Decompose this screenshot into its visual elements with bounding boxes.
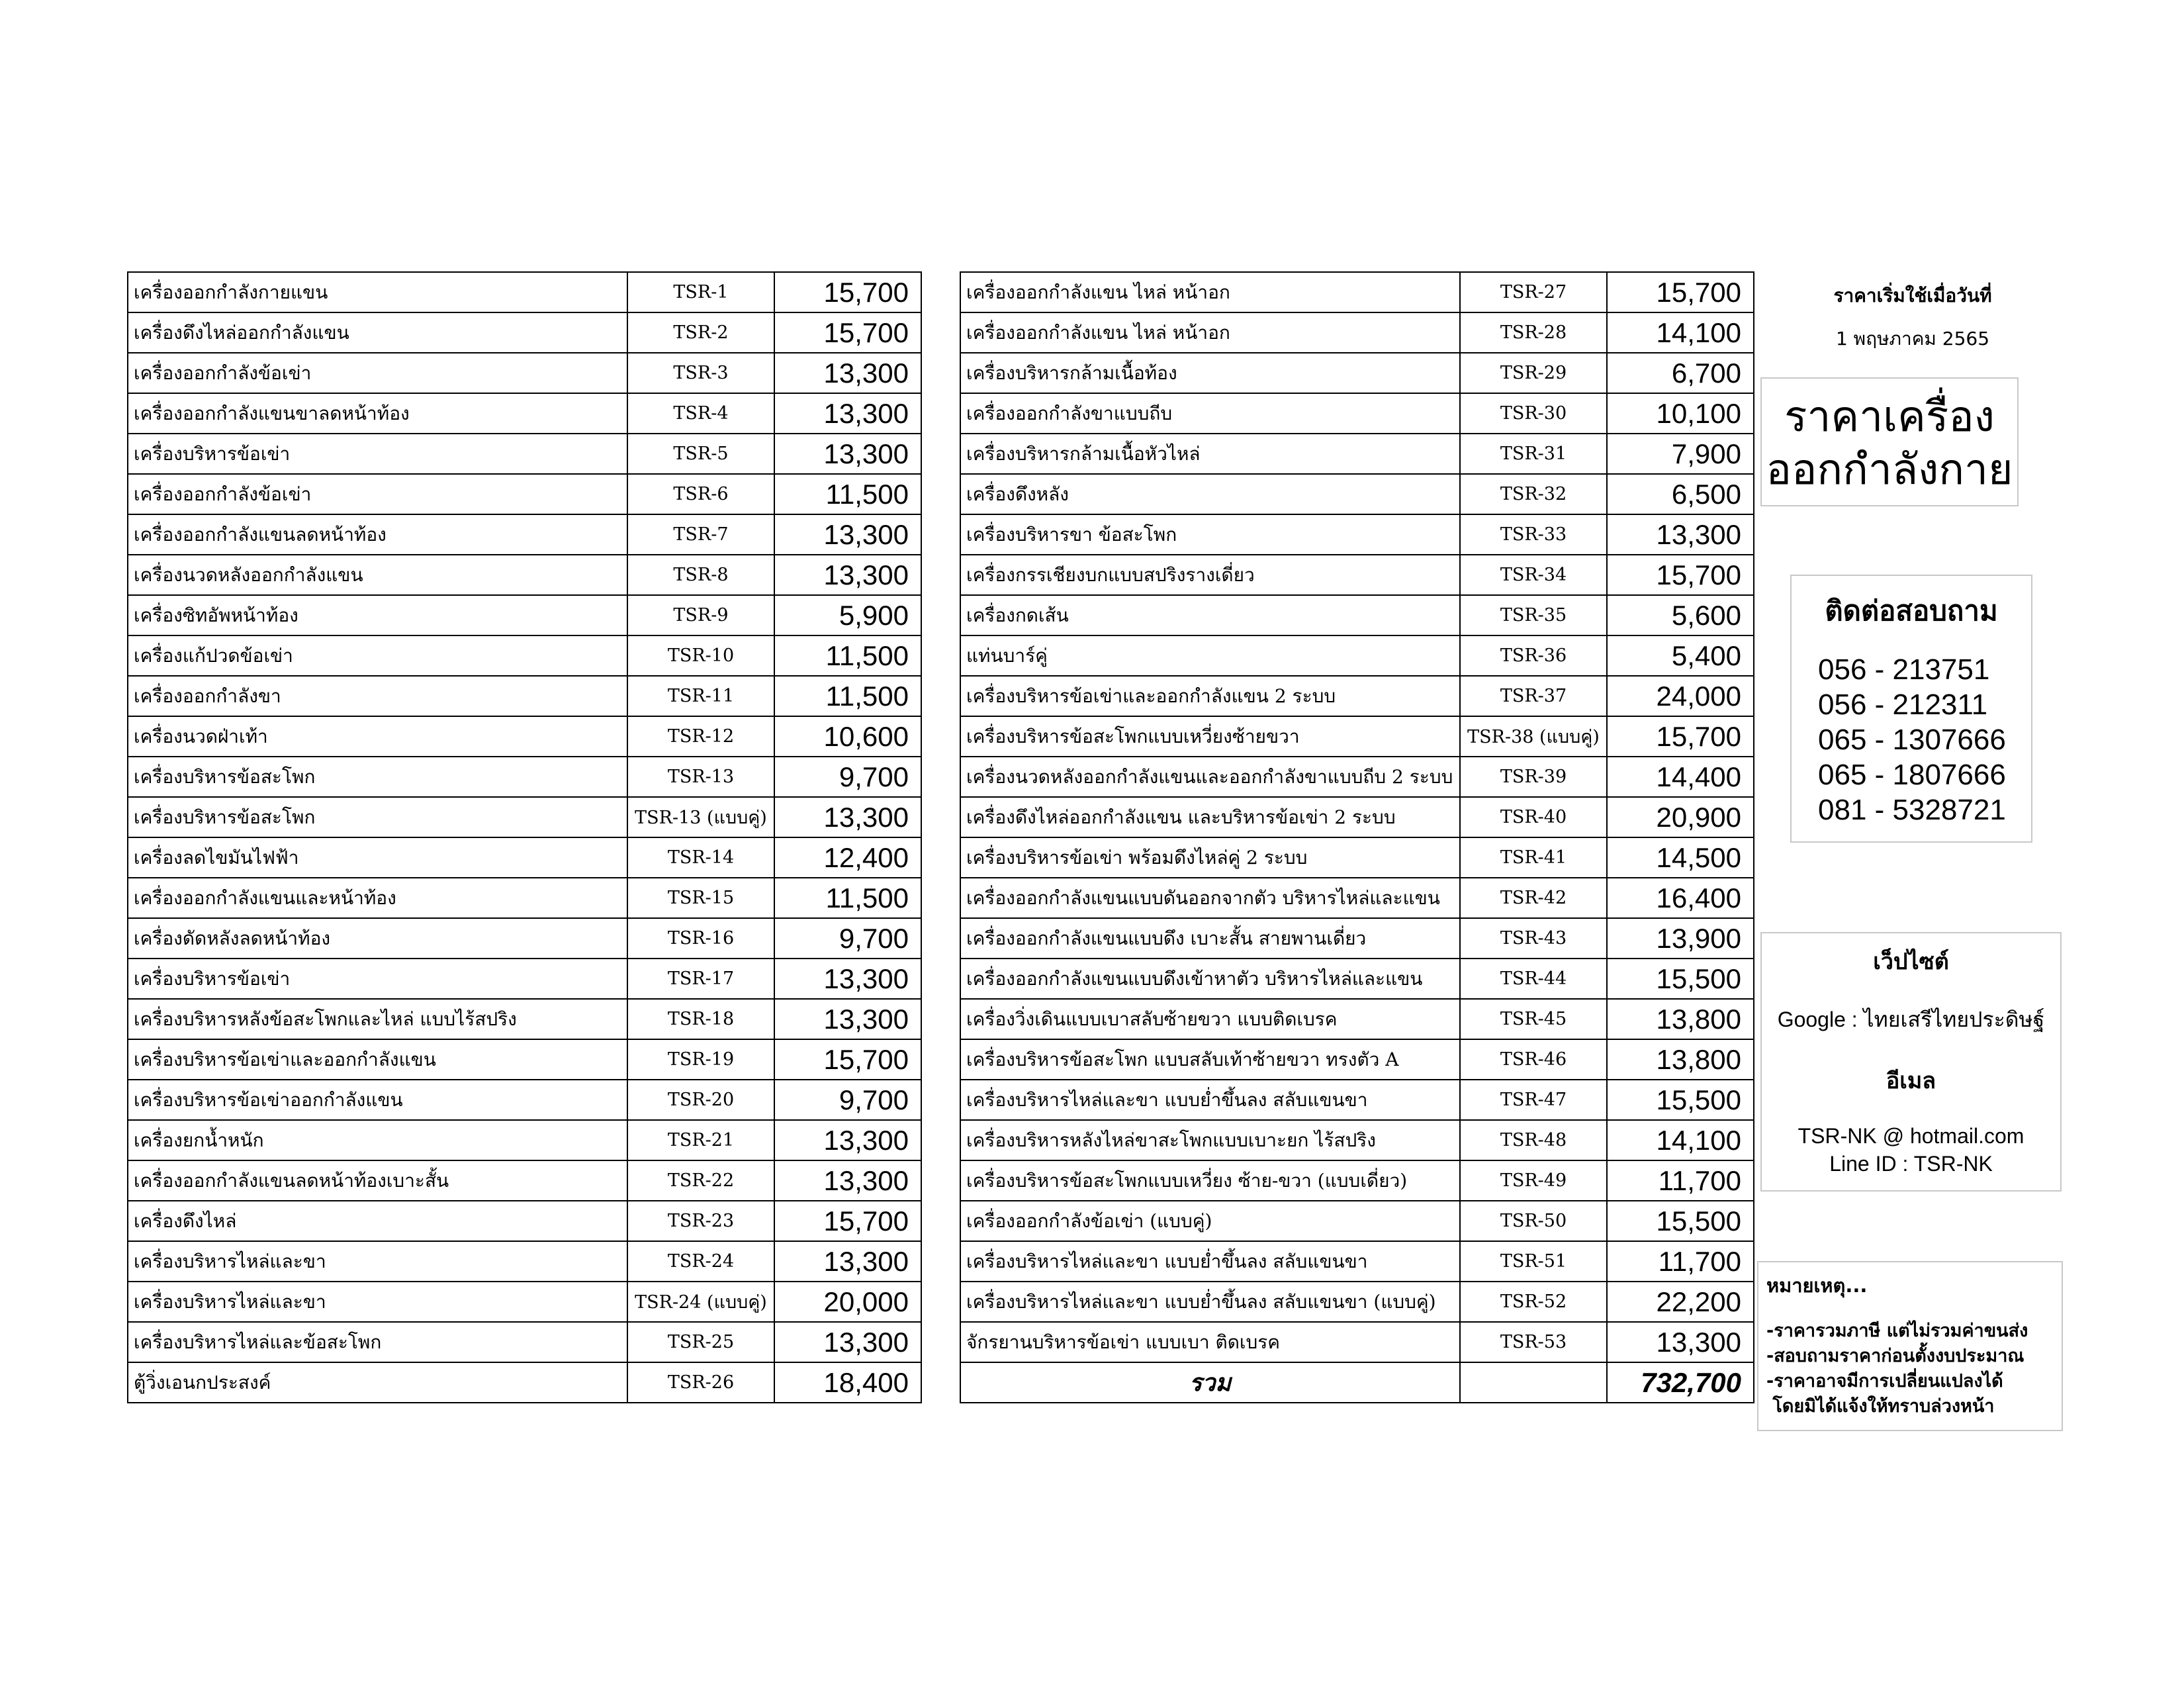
note-item: -ราคาอาจมีการเปลี่ยนแปลงได้ [1766,1371,2003,1391]
product-price: 11,700 [1607,1160,1754,1201]
product-price: 14,100 [1607,312,1754,353]
product-price: 13,300 [774,393,921,434]
product-name: จักรยานบริหารข้อเข่า แบบเบา ติดเบรค [960,1322,1460,1362]
product-code: TSR-50 [1460,1201,1607,1241]
email-label: อีเมล [1886,1068,1936,1094]
table-row [960,999,1754,1039]
table-row [960,474,1754,514]
product-name: เครื่องแก้ปวดข้อเข่า [128,635,627,676]
price-table-right [960,271,1754,1403]
product-price: 11,500 [774,474,921,514]
product-code: TSR-17 [627,959,774,999]
product-code: TSR-42 [1460,878,1607,918]
product-name: เครื่องดึงไหล่ออกกำลังแขน [128,312,627,353]
product-code: TSR-22 [627,1160,774,1201]
table-row [960,1322,1754,1362]
product-name: เครื่องออกกำลังแขนแบบดึง เบาะสั้น สายพานเดี่ยว [960,918,1460,959]
note-title: หมายเหตุ... [1766,1274,1868,1297]
product-name: เครื่องกดเส้น [960,595,1460,635]
table-row [128,1120,921,1160]
product-code: TSR-13 (แบบคู่) [627,797,774,837]
product-price: 6,700 [1607,353,1754,393]
table-row [960,837,1754,878]
product-name: เครื่องลดไขมันไฟฟ้า [128,837,627,878]
product-price: 11,500 [774,635,921,676]
website-value: Google : ไทยเสรีไทยประดิษฐ์ [1777,1008,2045,1031]
product-name: เครื่องดึงไหล่ออกกำลังแขน และบริหารข้อเข่า 2 ระบบ [960,797,1460,837]
product-price: 9,700 [774,918,921,959]
product-name: เครื่องนวดหลังออกกำลังแขนและออกกำลังขาแบบถีบ 2 ระบบ [960,757,1460,797]
product-code: TSR-44 [1460,959,1607,999]
product-name: แท่นบาร์คู่ [960,635,1460,676]
product-name: เครื่องบริหารกล้ามเนื้อท้อง [960,353,1460,393]
product-price: 11,700 [1607,1241,1754,1282]
table-row [960,797,1754,837]
product-price: 16,400 [1607,878,1754,918]
table-row [128,595,921,635]
table-row [128,797,921,837]
product-name: เครื่องบริหารไหล่และขา [128,1282,627,1322]
product-name: เครื่องบริหารไหล่และขา แบบย่ำขึ้นลง สลับแขนขา (แบบคู่) [960,1282,1460,1322]
product-code: TSR-4 [627,393,774,434]
product-price: 13,900 [1607,918,1754,959]
website-label: เว็ปไซต์ [1873,949,1949,975]
email-value: TSR-NK @ hotmail.com [1797,1124,2025,1148]
product-price: 15,700 [1607,716,1754,757]
title-box [1760,377,2019,506]
product-name: เครื่องบริหารข้อสะโพก แบบสลับเท้าซ้ายขวา ทรงตัว A [960,1039,1460,1080]
product-price: 13,300 [774,1120,921,1160]
product-code: TSR-24 (แบบคู่) [627,1282,774,1322]
table-row [128,918,921,959]
table-row [128,676,921,716]
product-code: TSR-48 [1460,1120,1607,1160]
product-code: TSR-2 [627,312,774,353]
table-row [960,393,1754,434]
product-name: เครื่องบริหารข้อเข่า พร้อมดึงไหล่คู่ 2 ระบบ [960,837,1460,878]
product-price: 9,700 [774,1080,921,1120]
product-name: เครื่องบริหารไหล่และขา [128,1241,627,1282]
product-code: TSR-5 [627,434,774,474]
phone-number: 081 - 5328721 [1818,794,2006,826]
product-price: 7,900 [1607,434,1754,474]
table-row [128,1282,921,1322]
product-name: เครื่องบริหารข้อเข่าออกกำลังแขน [128,1080,627,1120]
table-row [960,757,1754,797]
product-code: TSR-38 (แบบคู่) [1460,716,1607,757]
product-name: เครื่องบริหารไหล่และข้อสะโพก [128,1322,627,1362]
product-code: TSR-40 [1460,797,1607,837]
product-price: 13,300 [1607,1322,1754,1362]
product-price: 13,300 [774,1241,921,1282]
product-name: เครื่องนวดหลังออกกำลังแขน [128,555,627,595]
product-price: 13,300 [774,353,921,393]
product-price: 15,700 [774,272,921,312]
product-price: 20,000 [774,1282,921,1322]
table-row [960,1201,1754,1241]
table-row [960,716,1754,757]
phone-number: 065 - 1807666 [1818,759,2006,791]
title-line-1: ราคาเครื่อง [1784,393,1995,442]
table-row [128,434,921,474]
product-name: เครื่องออกกำลังข้อเข่า [128,353,627,393]
product-code: TSR-18 [627,999,774,1039]
table-row [960,1241,1754,1282]
total-label: รวม [960,1362,1460,1403]
table-row [960,1080,1754,1120]
product-price: 13,300 [774,1322,921,1362]
product-price: 15,500 [1607,959,1754,999]
product-price: 14,400 [1607,757,1754,797]
phone-number: 056 - 213751 [1818,653,1990,686]
product-name: เครื่องบริหารข้อสะโพกแบบเหวี่ยงซ้ายขวา [960,716,1460,757]
table-row [128,837,921,878]
contact-title: ติดต่อสอบถาม [1825,594,1998,627]
product-name: เครื่องดึงไหล่ [128,1201,627,1241]
table-row [960,1282,1754,1322]
product-code: TSR-12 [627,716,774,757]
product-price: 13,300 [774,797,921,837]
product-name: เครื่องออกกำลังแขนขาลดหน้าท้อง [128,393,627,434]
product-price: 11,500 [774,676,921,716]
product-name: เครื่องออกกำลังข้อเข่า [128,474,627,514]
table-row [128,1241,921,1282]
table-row [128,757,921,797]
product-price: 15,700 [774,1201,921,1241]
product-code: TSR-49 [1460,1160,1607,1201]
table-row [960,1039,1754,1080]
product-name: เครื่องออกกำลังแขน ไหล่ หน้าอก [960,312,1460,353]
product-name: เครื่องบริหารข้อเข่าและออกกำลังแขน [128,1039,627,1080]
product-code: TSR-19 [627,1039,774,1080]
product-name: เครื่องบริหารข้อสะโพกแบบเหวี่ยง ซ้าย-ขวา (แบบเดี่ยว) [960,1160,1460,1201]
product-name: เครื่องออกกำลังแขน ไหล่ หน้าอก [960,272,1460,312]
product-name: เครื่องออกกำลังขาแบบถีบ [960,393,1460,434]
product-name: เครื่องบริหารกล้ามเนื้อหัวไหล่ [960,434,1460,474]
note-item: -ราคารวมภาษี แต่ไม่รวมค่าขนส่ง [1766,1321,2028,1341]
product-code: TSR-20 [627,1080,774,1120]
table-row [960,918,1754,959]
table-row [128,353,921,393]
product-code: TSR-10 [627,635,774,676]
product-code: TSR-32 [1460,474,1607,514]
product-code: TSR-16 [627,918,774,959]
table-row [960,434,1754,474]
product-price: 15,700 [1607,555,1754,595]
product-price: 14,500 [1607,837,1754,878]
table-row [128,1201,921,1241]
product-price: 6,500 [1607,474,1754,514]
product-price: 24,000 [1607,676,1754,716]
table-row [960,1120,1754,1160]
product-price: 18,400 [774,1362,921,1403]
effective-date: 1 พฤษภาคม 2565 [1835,328,1990,350]
phone-list [1818,652,2006,827]
product-code: TSR-35 [1460,595,1607,635]
product-name: เครื่องยกน้ำหนัก [128,1120,627,1160]
table-row [128,393,921,434]
table-row [128,878,921,918]
product-price: 13,300 [1607,514,1754,555]
table-row [128,1322,921,1362]
note-item: โดยมิได้แจ้งให้ทราบล่วงหน้า [1766,1396,1995,1417]
product-code: TSR-9 [627,595,774,635]
table-row [128,1362,921,1403]
contact-box [1790,575,2032,843]
product-code: TSR-24 [627,1241,774,1282]
product-name: เครื่องออกกำลังข้อเข่า (แบบคู่) [960,1201,1460,1241]
product-code: TSR-21 [627,1120,774,1160]
product-price: 5,400 [1607,635,1754,676]
table-row [128,999,921,1039]
total-value: 732,700 [1607,1362,1754,1403]
table-row [960,555,1754,595]
table-row [960,1160,1754,1201]
product-name: เครื่องบริหารขา ข้อสะโพก [960,514,1460,555]
product-name: เครื่องออกกำลังแขนลดหน้าท้อง [128,514,627,555]
product-code: TSR-36 [1460,635,1607,676]
product-code: TSR-52 [1460,1282,1607,1322]
product-price: 14,100 [1607,1120,1754,1160]
product-name: เครื่องบริหารข้อสะโพก [128,757,627,797]
product-price: 13,300 [774,959,921,999]
product-price: 10,600 [774,716,921,757]
product-name: เครื่องซิทอัพหน้าท้อง [128,595,627,635]
product-name: เครื่องออกกำลังแขนแบบดึงเข้าหาตัว บริหารไหล่และแขน [960,959,1460,999]
table-row [960,676,1754,716]
product-price: 9,700 [774,757,921,797]
table-row [960,595,1754,635]
note-list [1766,1319,2028,1419]
product-code: TSR-46 [1460,1039,1607,1080]
product-code: TSR-33 [1460,514,1607,555]
product-price: 15,700 [774,1039,921,1080]
product-code: TSR-27 [1460,272,1607,312]
product-name: เครื่องบริหารข้อเข่า [128,434,627,474]
product-code: TSR-3 [627,353,774,393]
product-name: เครื่องดัดหลังลดหน้าท้อง [128,918,627,959]
product-code: TSR-53 [1460,1322,1607,1362]
title-line-2: ออกกำลังกาย [1766,445,2013,494]
product-code: TSR-8 [627,555,774,595]
product-name: เครื่องออกกำลังกายแขน [128,272,627,312]
product-name: เครื่องวิ่งเดินแบบเบาสลับซ้ายขวา แบบติดเบรค [960,999,1460,1039]
product-name: เครื่องออกกำลังแขนลดหน้าท้องเบาะสั้น [128,1160,627,1201]
product-name: เครื่องบริหารหลังข้อสะโพกและไหล่ แบบไร้สปริง [128,999,627,1039]
product-code: TSR-13 [627,757,774,797]
product-price: 20,900 [1607,797,1754,837]
product-code: TSR-45 [1460,999,1607,1039]
product-name: เครื่องนวดฝ่าเท้า [128,716,627,757]
product-code: TSR-29 [1460,353,1607,393]
table-row [960,312,1754,353]
total-row [960,1362,1754,1403]
product-name: เครื่องบริหารไหล่และขา แบบย่ำขึ้นลง สลับแขนขา [960,1080,1460,1120]
product-price: 12,400 [774,837,921,878]
product-code: TSR-25 [627,1322,774,1362]
table-row [128,272,921,312]
product-code: TSR-41 [1460,837,1607,878]
table-row [128,555,921,595]
product-price: 15,500 [1607,1201,1754,1241]
product-price: 5,600 [1607,595,1754,635]
line-id: Line ID : TSR-NK [1829,1152,1993,1176]
product-code: TSR-15 [627,878,774,918]
product-code: TSR-34 [1460,555,1607,595]
product-name: เครื่องดึงหลัง [960,474,1460,514]
product-code: TSR-7 [627,514,774,555]
product-price: 13,300 [774,434,921,474]
effective-date-label: ราคาเริ่มใช้เมื่อวันที่ [1833,285,1992,306]
product-code: TSR-11 [627,676,774,716]
product-code: TSR-14 [627,837,774,878]
table-row [128,1080,921,1120]
product-name: เครื่องบริหารข้อสะโพก [128,797,627,837]
phone-number: 056 - 212311 [1818,688,1988,721]
phone-number: 065 - 1307666 [1818,724,2006,756]
product-code: TSR-26 [627,1362,774,1403]
product-code: TSR-30 [1460,393,1607,434]
table-row [128,514,921,555]
table-row [960,353,1754,393]
product-name: เครื่องออกกำลังแขนและหน้าท้อง [128,878,627,918]
product-price: 13,800 [1607,999,1754,1039]
product-price: 13,300 [774,555,921,595]
product-price: 13,300 [774,514,921,555]
product-name: เครื่องบริหารไหล่และขา แบบย่ำขึ้นลง สลับแขนขา [960,1241,1460,1282]
table-row [128,959,921,999]
product-price: 15,700 [774,312,921,353]
table-row [128,1039,921,1080]
product-code: TSR-23 [627,1201,774,1241]
product-name: เครื่องออกกำลังขา [128,676,627,716]
note-item: -สอบถามราคาก่อนตั้งงบประมาณ [1766,1346,2025,1366]
product-name: ตู้วิ่งเอนกประสงค์ [128,1362,627,1403]
table-row [128,1160,921,1201]
product-price: 11,500 [774,878,921,918]
product-name: เครื่องบริหารหลังไหล่ขาสะโพกแบบเบาะยก ไร้สปริง [960,1120,1460,1160]
table-row [128,716,921,757]
product-code: TSR-28 [1460,312,1607,353]
product-price: 13,300 [774,999,921,1039]
product-price: 10,100 [1607,393,1754,434]
product-price: 13,300 [774,1160,921,1201]
table-row [128,474,921,514]
table-row [960,514,1754,555]
table-row [960,959,1754,999]
table-row [960,635,1754,676]
product-name: เครื่องกรรเชียงบกแบบสปริงรางเดี่ยว [960,555,1460,595]
product-code: TSR-37 [1460,676,1607,716]
price-table-left [127,271,922,1403]
product-price: 5,900 [774,595,921,635]
product-code: TSR-31 [1460,434,1607,474]
total-code [1460,1362,1607,1403]
table-row [960,272,1754,312]
table-row [960,878,1754,918]
product-price: 22,200 [1607,1282,1754,1322]
product-code: TSR-51 [1460,1241,1607,1282]
product-name: เครื่องออกกำลังแขนแบบดันออกจากตัว บริหารไหล่และแขน [960,878,1460,918]
table-row [128,635,921,676]
product-name: เครื่องบริหารข้อเข่าและออกกำลังแขน 2 ระบบ [960,676,1460,716]
product-code: TSR-43 [1460,918,1607,959]
website-box [1760,932,2062,1192]
product-price: 15,700 [1607,272,1754,312]
product-code: TSR-6 [627,474,774,514]
table-row [128,312,921,353]
product-code: TSR-1 [627,272,774,312]
product-name: เครื่องบริหารข้อเข่า [128,959,627,999]
product-price: 13,800 [1607,1039,1754,1080]
product-code: TSR-47 [1460,1080,1607,1120]
note-box [1757,1261,2063,1431]
product-price: 15,500 [1607,1080,1754,1120]
product-code: TSR-39 [1460,757,1607,797]
